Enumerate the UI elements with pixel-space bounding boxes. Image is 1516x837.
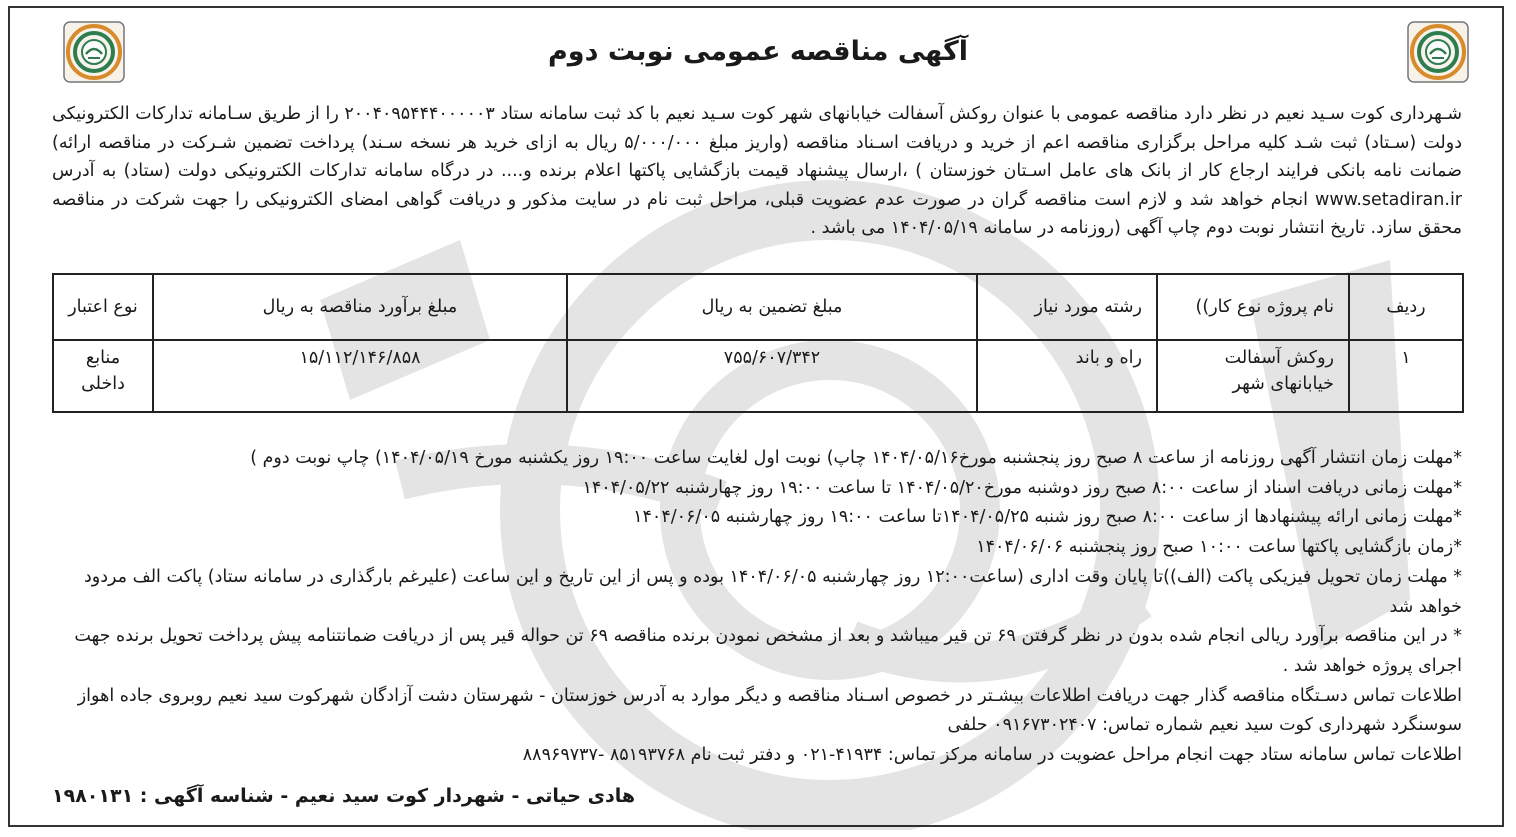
header-guarantee: مبلغ تضمین به ریال <box>567 274 977 340</box>
cell-estimate: ۱۵/۱۱۲/۱۴۶/۸۵۸ <box>153 340 567 412</box>
note-bitumen: * در این مناقصه برآورد ریالی انجام شده بدون در نظر گرفتن ۶۹ تن قیر میباشد و بعد از مشخص نمودن برنده مناقصه ۶۹ تن حواله قیر پس از دریافت ضمانتنامه پیش پرداخت تحویل برنده جهت اجرای پروژه خواهد شد . <box>74 626 1462 676</box>
note-envelope-delivery: * مهلت زمان تحویل فیزیکی پاکت (الف))تا پایان وقت اداری (ساعت۱۲:۰۰ روز چهارشنبه ۱۴۰۴/۰۶/۰۵ بوده و پس از این تاریخ و این ساعت (علیرغم بارگذاری در سامانه ستاد) پاکت الف مردود خواهد شد <box>83 566 1462 617</box>
note-contact-setad: اطلاعات تماس سامانه ستاد جهت انجام مراحل عضویت در سامانه مرکز تماس: ۴۱۹۳۴-۰۲۱ و دفتر ثبت نام ۸۵۱۹۳۷۶۸ -۸۸۹۶۹۷۳۷ <box>522 745 1462 766</box>
note-envelope-opening: *زمان بازگشایی پاکتها ساعت ۱۰:۰۰ صبح روز پنجشنبه ۱۴۰۴/۰۶/۰۶ <box>976 537 1462 558</box>
table-row <box>53 340 1463 412</box>
note-bid-submission: *مهلت زمانی ارائه پیشنهادها از ساعت ۸:۰۰ صبح روز شنبه ۱۴۰۴/۰۵/۲۵تا ساعت ۱۹:۰۰ روز چهارشنبه ۱۴۰۴/۰۶/۰۵ <box>633 507 1462 528</box>
cell-field: راه و باند <box>977 340 1157 412</box>
header-estimate: مبلغ برآورد مناقصه به ریال <box>153 274 567 340</box>
tender-table <box>52 273 1464 413</box>
cell-row-no: ۱ <box>1349 340 1463 412</box>
cell-credit-type: منابع داخلی <box>53 340 153 412</box>
notice-intro-paragraph: شـهرداری کوت سـید نعیم در نظر دارد مناقصه عمومی با عنوان روکش آسفالت خیابانهای شهر کوت سـید نعیم با کد ثبت سامانه ستاد ۲۰۰۴۰۹۵۴۴۴۰۰۰۰۰۳ را از طریق سـامانه تدارکات الکترونیکی دولت (سـتاد) ثبت شـد کلیه مراحل برگزاری مناقصه اعم از خرید و دریافت اسـناد مناقصه (واریز مبلغ ۵/۰۰۰/۰۰۰ ریال به ازای خرید هر نسخه سـند) پرداخت تضمین شـرکت در مناقصه ارائه) ضمانت نامه بانکی فرایند ارجاع کار از بانک های عامل اسـتان خوزستان ) ،ارسال پیشنهاد قیمت بازگشایی پاکتها اعلام برنده و.... در درگاه سامانه تدارکات الکترونیکی دولت (ستاد) به آدرس www.setadiran.ir انجام خواهد شد و لازم است مناقصه گران در صورت عدم عضویت قبلی، مراحل ثبت نام در سایت مذکور و دریافت گواهی امضای الکترونیکی را جهت شرکت در مناقصه محقق سازد. تاریخ انتشار نوبت دوم چاپ آگهی (روزنامه در سامانه ۱۴۰۴/۰۵/۱۹ می باشد . <box>52 104 1463 238</box>
cell-project-name: روکش آسفالت خیابانهای شهر <box>1157 340 1349 412</box>
cell-guarantee: ۷۵۵/۶۰۷/۳۴۲ <box>567 340 977 412</box>
header-credit-type: نوع اعتبار <box>53 274 153 340</box>
notice-notes <box>52 444 1462 771</box>
note-contact-tenderer: اطلاعات تماس دسـتگاه مناقصه گذار جهت دریافت اطلاعات بیشـتر در خصوص اسـناد مناقصه و دیگر موارد به آدرس خوزستان - شهرستان دشت آزادگان شهرکوت سید نعیم روبروی جاده اهواز سوسنگرد شهرداری کوت سید نعیم شماره تماس: ۰۹۱۶۷۳۰۲۴۰۷ حلفی <box>77 685 1462 736</box>
table-header-row <box>53 274 1463 340</box>
note-publication-window: *مهلت زمان انتشار آگهی روزنامه از ساعت ۸ صبح روز پنجشنبه مورخ۱۴۰۴/۰۵/۱۶ چاپ) نوبت اول لغایت ساعت ۱۹:۰۰ روز یکشنبه مورخ ۱۴۰۴/۰۵/۱۹) چاپ نوبت دوم ) <box>250 448 1462 468</box>
notice-signature: هادی حیاتی - شهردار کوت سید نعیم - شناسه آگهی : ۱۹۸۰۱۳۱ <box>52 785 636 807</box>
header-field: رشته مورد نیاز <box>977 274 1157 340</box>
note-document-receipt: *مهلت زمانی دریافت اسناد از ساعت ۸:۰۰ صبح روز دوشنبه مورخ۱۴۰۴/۰۵/۲۰ تا ساعت ۱۹:۰۰ روز چهارشنبه ۱۴۰۴/۰۵/۲۲ <box>582 477 1462 498</box>
header-row-no: ردیف <box>1349 274 1463 340</box>
header-project-name: نام پروژه نوع کار)) <box>1157 274 1349 340</box>
notice-title: آگهی مناقصه عمومی نوبت دوم <box>548 36 968 67</box>
